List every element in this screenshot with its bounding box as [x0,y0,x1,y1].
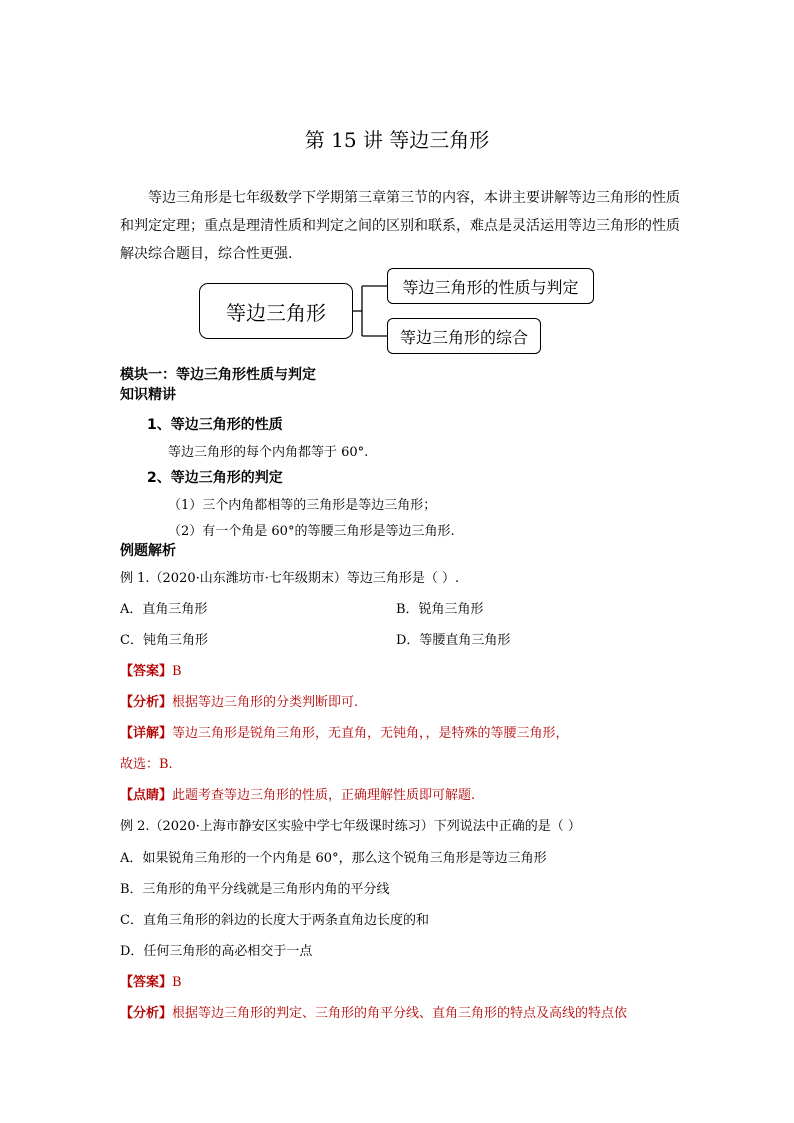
answer-value: B [172,664,182,679]
example-2-option-a: A．如果锐角三角形的一个内角是 60°，那么这个锐角三角形是等边三角形 [120,851,547,866]
example-1-answer [120,660,182,679]
example-1-question: 例 1.（2020·山东潍坊市·七年级期末）等边三角形是（ ）. [120,571,460,586]
example-2-question: 例 2.（2020·上海市静安区实验中学七年级课时练习）下列说法中正确的是（ ） [120,819,581,834]
answer-label: 【答案】 [120,975,173,990]
example-1-option-d: D．等腰直角三角形 [396,633,511,648]
module-heading: 模块一：等边三角形性质与判定 [120,367,316,383]
analysis-label: 【分析】 [120,1006,173,1021]
mindmap-center-node: 等边三角形 [199,283,353,339]
example-1-analysis [120,691,358,710]
mindmap-branch-properties: 等边三角形的性质与判定 [387,268,594,304]
detail-label: 【详解】 [120,726,173,741]
detail-text: 等边三角形是锐角三角形，无直角，无钝角，，是特殊的等腰三角形， [172,726,569,741]
example-2-option-b: B．三角形的角平分线就是三角形内角的平分线 [120,882,390,897]
knowledge-point-2-item-2: （2）有一个角是 60°的等腰三角形是等边三角形. [168,524,455,539]
example-2-option-d: D．任何三角形的高必相交于一点 [120,944,313,959]
knowledge-point-2-item-1: （1）三个内角都相等的三角形是等边三角形； [168,498,437,513]
intro-paragraph: 等边三角形是七年级数学下学期第三章第三节的内容，本讲主要讲解等边三角形的性质和判定定理；重点是理清性质和判定之间的区别和联系，难点是灵活运用等边三角形的性质解决综合题目，综合性更强. [120,190,680,262]
example-1-comment [120,784,475,803]
example-2-analysis [120,1002,627,1021]
example-2-answer [120,971,182,990]
example-1-option-b: B．锐角三角形 [396,602,484,617]
knowledge-point-2-title: 2、等边三角形的判定 [147,470,283,486]
analysis-label: 【分析】 [120,695,173,710]
analysis-text: 根据等边三角形的判定、三角形的角平分线、直角三角形的特点及高线的特点依 [172,1006,628,1021]
comment-text: 此题考查等边三角形的性质，正确理解性质即可解题. [172,788,476,803]
mindmap-branch-synthesis: 等边三角形的综合 [387,318,541,354]
example-1-option-a: A．直角三角形 [120,602,208,617]
knowledge-point-1-title: 1、等边三角形的性质 [147,417,283,433]
analysis-text: 根据等边三角形的分类判断即可. [172,695,359,710]
example-1-choice: 故选：B. [120,757,173,772]
knowledge-heading: 知识精讲 [120,387,176,403]
example-1-option-c: C．钝角三角形 [120,633,208,648]
answer-value: B [172,975,182,990]
page-title: 第 15 讲 等边三角形 [304,128,490,152]
comment-label: 【点睛】 [120,788,173,803]
example-1-detail [120,722,569,741]
examples-heading: 例题解析 [120,543,176,559]
example-2-option-c: C．直角三角形的斜边的长度大于两条直角边长度的和 [120,913,429,928]
knowledge-point-1-text: 等边三角形的每个内角都等于 60°. [168,445,369,460]
answer-label: 【答案】 [120,664,173,679]
